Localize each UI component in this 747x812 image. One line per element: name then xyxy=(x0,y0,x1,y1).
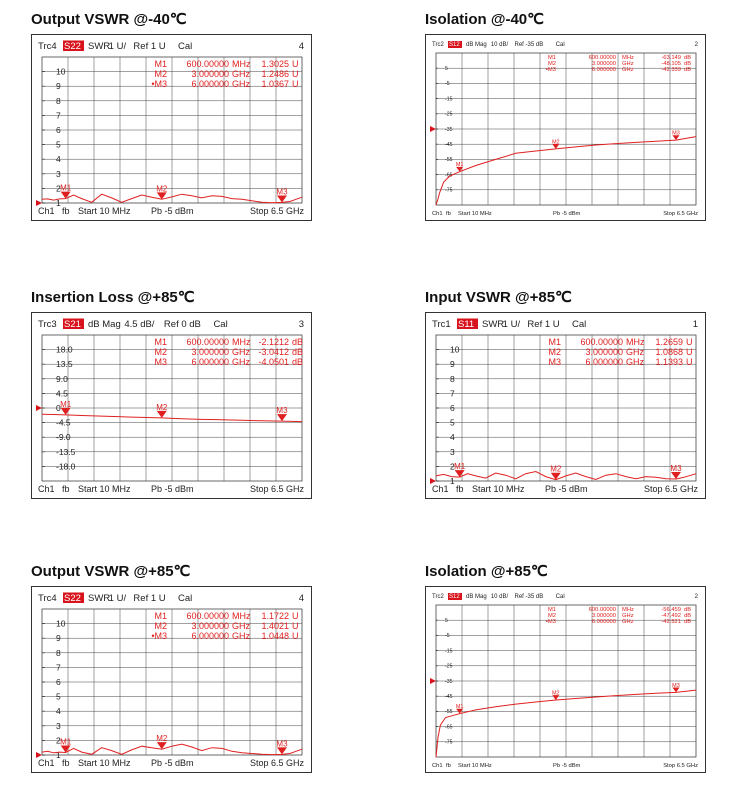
marker-label: M3 xyxy=(672,682,680,689)
marker-label: M2 xyxy=(550,464,562,474)
marker-value-unit: U xyxy=(292,69,299,79)
footer-power: Pb -5 dBm xyxy=(151,206,194,216)
marker-freq: 6.000000 xyxy=(591,619,616,625)
marker-freq-unit: GHz xyxy=(232,621,250,631)
marker-value-unit: U xyxy=(686,347,693,357)
marker-triangle xyxy=(157,411,167,418)
chart-frame xyxy=(31,586,312,773)
y-tick-label: 4 xyxy=(56,154,61,165)
marker-freq: 600.00000 xyxy=(580,337,623,347)
y-tick-label: 8 xyxy=(56,95,61,106)
chart-title: Input VSWR @+85℃ xyxy=(425,289,572,306)
y-tick-label: -15 xyxy=(445,648,453,655)
footer-mode: fb xyxy=(456,484,464,494)
param-label: S22 xyxy=(64,593,81,604)
footer-mode: fb xyxy=(62,484,70,494)
y-tick-label: 0 xyxy=(56,402,61,413)
footer-stop: Stop 6.5 GHz xyxy=(663,763,698,769)
marker-freq: 6.000000 xyxy=(591,67,616,73)
marker-freq-unit: GHz xyxy=(232,631,250,641)
footer-start: Start 10 MHz xyxy=(78,484,131,494)
marker-value-unit: dB xyxy=(292,337,304,347)
chart-svg xyxy=(426,35,704,219)
marker-id: M2 xyxy=(154,621,167,631)
marker-label: M2 xyxy=(156,402,168,412)
y-tick-label: 18.0 xyxy=(56,344,73,355)
y-tick-label: 2 xyxy=(56,735,61,746)
y-tick-label: 13.5 xyxy=(56,359,73,370)
channel-number: 2 xyxy=(694,594,698,600)
footer-stop: Stop 6.5 GHz xyxy=(663,211,698,217)
y-tick-label: 9 xyxy=(56,633,61,644)
y-tick-label: 2 xyxy=(56,183,61,194)
marker-id: M1 xyxy=(154,59,167,69)
marker-value-unit: dB xyxy=(684,61,692,67)
marker-freq: 3.000000 xyxy=(585,347,623,357)
y-tick-label: 10 xyxy=(56,66,66,77)
y-tick-label: 1 xyxy=(450,475,455,486)
marker-value: -2.1212 xyxy=(258,337,289,347)
param-label: S22 xyxy=(64,41,81,52)
y-tick-label: 6 xyxy=(56,676,61,687)
y-tick-label: 3 xyxy=(56,720,61,731)
y-tick-label: 5 xyxy=(450,417,455,428)
cal-label: Cal xyxy=(178,41,193,52)
y-tick-label: 9.0 xyxy=(56,373,68,384)
marker-id: •M3 xyxy=(545,67,556,73)
marker-label: M3 xyxy=(672,130,680,137)
footer-start: Start 10 MHz xyxy=(458,763,492,769)
channel-number: 4 xyxy=(298,593,304,604)
marker-value: -42.521 xyxy=(661,619,681,625)
y-tick-label: 5 xyxy=(56,691,61,702)
marker-value: 1.3025 xyxy=(261,59,289,69)
format-label: dB Mag xyxy=(466,42,487,48)
marker-id: •M3 xyxy=(151,79,167,89)
chart-svg xyxy=(32,313,310,497)
format-label: SWR xyxy=(88,41,111,52)
y-tick-label: 3 xyxy=(56,168,61,179)
marker-freq: 600.00000 xyxy=(186,611,229,621)
chart-svg xyxy=(32,587,310,771)
marker-label: M2 xyxy=(551,690,560,697)
y-tick-label: -9.0 xyxy=(56,432,71,443)
marker-freq: 600.00000 xyxy=(588,55,616,61)
marker-freq-unit: GHz xyxy=(622,619,634,625)
marker-triangle xyxy=(61,745,71,752)
param-label: S11 xyxy=(458,319,475,330)
y-tick-label: -35 xyxy=(445,678,453,685)
cal-label: Cal xyxy=(213,319,228,330)
marker-value: 1.0448 xyxy=(261,631,289,641)
marker-id: M2 xyxy=(548,347,561,357)
footer-start: Start 10 MHz xyxy=(78,758,131,768)
chart-svg xyxy=(426,587,704,771)
y-tick-label: -65 xyxy=(445,724,453,731)
footer-stop: Stop 6.5 GHz xyxy=(643,484,698,494)
y-tick-label: 6 xyxy=(56,124,61,135)
ref-label: Ref -35 dB xyxy=(514,594,544,600)
y-tick-label: 1 xyxy=(56,749,61,760)
ref-arrow-left xyxy=(430,678,436,684)
marker-value: 1.2659 xyxy=(655,337,683,347)
marker-freq-unit: GHz xyxy=(232,69,250,79)
chart-title: Output VSWR @+85℃ xyxy=(31,563,191,580)
marker-id: M2 xyxy=(154,69,167,79)
ref-label: Ref 1 U xyxy=(527,319,560,330)
cal-label: Cal xyxy=(555,594,565,600)
cal-label: Cal xyxy=(555,42,565,48)
format-label: SWR xyxy=(482,319,505,330)
y-tick-label: 5 xyxy=(56,139,61,150)
marker-id: M2 xyxy=(154,347,167,357)
marker-value-unit: dB xyxy=(684,55,692,61)
y-tick-label: -18.0 xyxy=(56,461,76,472)
marker-label: M1 xyxy=(60,399,72,409)
marker-label: M1 xyxy=(455,162,464,169)
marker-label: M1 xyxy=(60,183,72,193)
y-tick-label: 4 xyxy=(56,706,61,717)
y-tick-label: -75 xyxy=(445,187,453,194)
y-tick-label: -45 xyxy=(445,142,453,149)
marker-value-unit: dB xyxy=(684,613,692,619)
marker-value-unit: dB xyxy=(292,347,304,357)
marker-freq: 3.000000 xyxy=(191,69,229,79)
y-tick-label: 7 xyxy=(56,110,61,121)
y-tick-label: 8 xyxy=(450,373,455,384)
marker-freq-unit: MHz xyxy=(232,59,251,69)
marker-label: M2 xyxy=(156,184,168,194)
y-tick-label: 5 xyxy=(445,618,448,625)
footer-start: Start 10 MHz xyxy=(458,211,492,217)
ref-label: Ref 0 dB xyxy=(163,319,201,330)
marker-triangle xyxy=(277,414,287,421)
ref-label: Ref -35 dB xyxy=(514,42,544,48)
trace-label: Trc2 xyxy=(432,42,444,48)
y-tick-label: 5 xyxy=(445,66,448,73)
marker-value: -42.339 xyxy=(661,67,681,73)
y-tick-label: -55 xyxy=(445,157,453,164)
marker-value: -48.105 xyxy=(661,61,681,67)
footer-power: Pb -5 dBm xyxy=(553,211,581,217)
marker-id: M2 xyxy=(547,61,556,67)
y-tick-label: -45 xyxy=(445,694,453,701)
y-tick-label: 3 xyxy=(450,446,455,457)
marker-freq: 600.00000 xyxy=(186,337,229,347)
marker-id: M1 xyxy=(547,607,556,613)
marker-freq: 6.000000 xyxy=(191,79,229,89)
marker-triangle xyxy=(277,747,287,754)
format-label: SWR xyxy=(88,593,111,604)
marker-freq-unit: GHz xyxy=(232,79,250,89)
trace-label: Trc3 xyxy=(38,319,57,330)
marker-value-unit: U xyxy=(686,337,693,347)
y-tick-label: 1 xyxy=(56,197,61,208)
marker-id: •M3 xyxy=(545,619,556,625)
marker-value: -63.149 xyxy=(661,55,681,61)
format-label: dB Mag xyxy=(466,594,487,600)
cal-label: Cal xyxy=(178,593,193,604)
marker-freq: 3.000000 xyxy=(191,347,229,357)
footer-mode: fb xyxy=(62,206,70,216)
footer-start: Start 10 MHz xyxy=(78,206,131,216)
marker-label: M3 xyxy=(670,463,682,473)
marker-value-unit: dB xyxy=(684,607,692,613)
marker-freq: 6.000000 xyxy=(191,631,229,641)
marker-label: M1 xyxy=(60,737,72,747)
marker-value-unit: U xyxy=(292,611,299,621)
chart-title: Isolation @-40℃ xyxy=(425,11,544,28)
marker-freq-unit: MHz xyxy=(232,611,251,621)
y-tick-label: 6 xyxy=(450,402,455,413)
trace-label: Trc2 xyxy=(432,594,444,600)
marker-label: M1 xyxy=(454,462,466,472)
marker-label: M1 xyxy=(455,704,464,711)
scale-label: 4.5 dB/ xyxy=(124,319,155,330)
chart-frame xyxy=(425,312,706,499)
trace-label: Trc4 xyxy=(38,41,57,52)
marker-freq: 3.000000 xyxy=(591,61,616,67)
channel-number: 3 xyxy=(298,319,304,330)
footer-channel: Ch1 xyxy=(432,484,449,494)
marker-value: -47.492 xyxy=(661,613,681,619)
footer-power: Pb -5 dBm xyxy=(151,758,194,768)
marker-id: M1 xyxy=(548,337,561,347)
scale-label: 1 U/ xyxy=(108,593,127,604)
y-tick-label: -25 xyxy=(445,663,453,670)
scale-label: 1 U/ xyxy=(502,319,521,330)
chart-title: Output VSWR @-40℃ xyxy=(31,11,187,28)
marker-value: -56.459 xyxy=(661,607,681,613)
channel-number: 4 xyxy=(298,41,304,52)
y-tick-label: -13.5 xyxy=(56,446,76,457)
marker-id: M3 xyxy=(154,357,167,367)
marker-value-unit: U xyxy=(292,59,299,69)
marker-freq-unit: GHz xyxy=(622,61,634,67)
footer-stop: Stop 6.5 GHz xyxy=(249,206,304,216)
marker-label: M3 xyxy=(276,187,288,197)
chart-svg xyxy=(32,35,310,219)
footer-stop: Stop 6.5 GHz xyxy=(249,758,304,768)
marker-freq-unit: MHz xyxy=(622,607,634,613)
y-tick-label: -55 xyxy=(445,709,453,716)
footer-stop: Stop 6.5 GHz xyxy=(249,484,304,494)
marker-value-unit: U xyxy=(292,79,299,89)
scale-label: 10 dB/ xyxy=(490,42,509,48)
marker-label: M2 xyxy=(551,139,560,146)
cal-label: Cal xyxy=(572,319,587,330)
marker-freq: 3.000000 xyxy=(591,613,616,619)
ref-arrow-left xyxy=(36,405,42,411)
chart-frame xyxy=(31,34,312,221)
y-tick-label: 2 xyxy=(450,461,455,472)
marker-id: M3 xyxy=(548,357,561,367)
marker-freq-unit: GHz xyxy=(232,347,250,357)
scale-label: 1 U/ xyxy=(108,41,127,52)
marker-freq-unit: MHz xyxy=(626,337,645,347)
y-tick-label: -15 xyxy=(445,96,453,103)
marker-freq-unit: GHz xyxy=(232,357,250,367)
footer-start: Start 10 MHz xyxy=(472,484,525,494)
marker-value: 1.1393 xyxy=(655,357,683,367)
chart-svg xyxy=(426,313,704,497)
marker-freq: 6.000000 xyxy=(191,357,229,367)
marker-triangle xyxy=(277,195,287,202)
marker-id: M1 xyxy=(154,337,167,347)
footer-mode: fb xyxy=(446,211,451,217)
marker-freq: 3.000000 xyxy=(191,621,229,631)
marker-label: M2 xyxy=(156,734,168,744)
marker-freq: 6.000000 xyxy=(585,357,623,367)
chart-frame xyxy=(31,312,312,499)
marker-triangle xyxy=(61,408,71,415)
marker-value: 1.4021 xyxy=(261,621,289,631)
y-tick-label: 9 xyxy=(450,359,455,370)
marker-label: M3 xyxy=(276,406,288,416)
marker-value-unit: U xyxy=(686,357,693,367)
y-tick-label: -4.5 xyxy=(56,417,71,428)
channel-number: 1 xyxy=(692,319,698,330)
y-tick-label: 8 xyxy=(56,647,61,658)
marker-id: M1 xyxy=(547,55,556,61)
footer-channel: Ch1 xyxy=(38,758,55,768)
y-tick-label: 7 xyxy=(450,388,455,399)
y-tick-label: -75 xyxy=(445,739,453,746)
footer-mode: fb xyxy=(446,763,451,769)
marker-value-unit: U xyxy=(292,621,299,631)
ref-label: Ref 1 U xyxy=(133,41,166,52)
chart-frame xyxy=(425,586,706,773)
y-tick-label: -25 xyxy=(445,111,453,118)
marker-freq-unit: GHz xyxy=(622,613,634,619)
ref-arrow-left xyxy=(430,126,436,132)
ref-label: Ref 1 U xyxy=(133,593,166,604)
marker-label: M3 xyxy=(276,739,288,749)
marker-freq: 600.00000 xyxy=(588,607,616,613)
marker-freq-unit: GHz xyxy=(626,357,644,367)
marker-value: -3.0412 xyxy=(258,347,289,357)
param-label: S21 xyxy=(64,319,81,330)
y-tick-label: -35 xyxy=(445,126,453,133)
footer-channel: Ch1 xyxy=(432,763,443,769)
marker-freq-unit: GHz xyxy=(622,67,634,73)
marker-freq-unit: GHz xyxy=(626,347,644,357)
y-tick-label: 4.5 xyxy=(56,388,68,399)
footer-power: Pb -5 dBm xyxy=(545,484,588,494)
footer-channel: Ch1 xyxy=(38,206,55,216)
marker-value: 1.2486 xyxy=(261,69,289,79)
chart-frame xyxy=(425,34,706,221)
marker-value: 1.0367 xyxy=(261,79,289,89)
marker-value-unit: dB xyxy=(684,619,692,625)
param-label: S12 xyxy=(449,42,460,48)
chart-title: Isolation @+85℃ xyxy=(425,563,548,580)
marker-value: 1.0868 xyxy=(655,347,683,357)
marker-value-unit: U xyxy=(292,631,299,641)
footer-channel: Ch1 xyxy=(432,211,443,217)
marker-value: -4.0501 xyxy=(258,357,289,367)
channel-number: 2 xyxy=(694,42,698,48)
trace-label: Trc4 xyxy=(38,593,57,604)
marker-id: •M3 xyxy=(151,631,167,641)
param-label: S12 xyxy=(449,594,460,600)
marker-freq-unit: MHz xyxy=(232,337,251,347)
marker-value: 1.1722 xyxy=(261,611,289,621)
footer-mode: fb xyxy=(62,758,70,768)
y-tick-label: 10 xyxy=(56,618,66,629)
marker-value-unit: dB xyxy=(684,67,692,73)
footer-power: Pb -5 dBm xyxy=(553,763,581,769)
footer-channel: Ch1 xyxy=(38,484,55,494)
y-tick-label: -5 xyxy=(445,633,450,640)
y-tick-label: 7 xyxy=(56,662,61,673)
scale-label: 10 dB/ xyxy=(490,594,509,600)
marker-freq-unit: MHz xyxy=(622,55,634,61)
marker-id: M1 xyxy=(154,611,167,621)
y-tick-label: -5 xyxy=(445,81,450,88)
y-tick-label: 4 xyxy=(450,432,455,443)
footer-power: Pb -5 dBm xyxy=(151,484,194,494)
marker-value-unit: dB xyxy=(292,357,304,367)
trace-label: Trc1 xyxy=(432,319,451,330)
chart-title: Insertion Loss @+85℃ xyxy=(31,289,195,306)
format-label: dB Mag xyxy=(88,319,121,330)
marker-id: M2 xyxy=(547,613,556,619)
marker-freq: 600.00000 xyxy=(186,59,229,69)
y-tick-label: 9 xyxy=(56,81,61,92)
y-tick-label: -65 xyxy=(445,172,453,179)
y-tick-label: 10 xyxy=(450,344,460,355)
